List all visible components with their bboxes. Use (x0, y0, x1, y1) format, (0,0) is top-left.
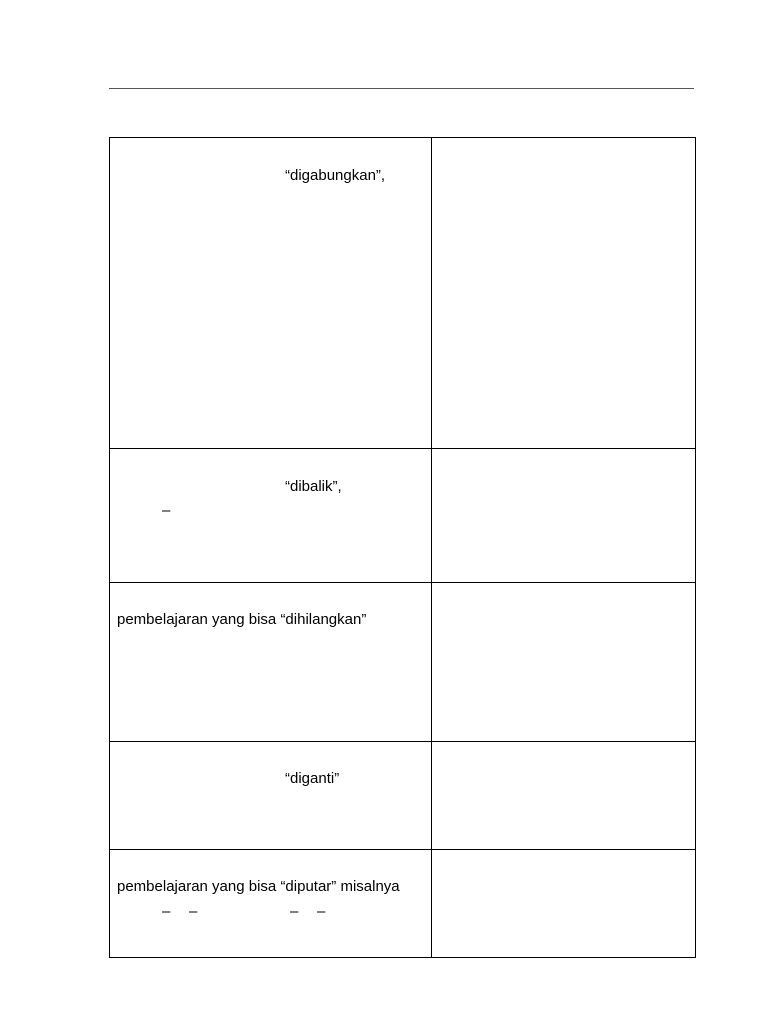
header-rule (109, 88, 694, 89)
table-row (110, 448, 695, 582)
dash-mark: – (162, 502, 171, 519)
table-row (110, 582, 695, 741)
table-row (110, 849, 695, 957)
cell-text: “dibalik”, (285, 478, 342, 495)
table-row (110, 741, 695, 849)
content-table (109, 137, 696, 958)
cell-text: pembelajaran yang bisa “dihilangkan” (117, 611, 367, 628)
table-row (110, 138, 695, 448)
dash-mark: – (290, 903, 299, 920)
cell-text: “diganti” (285, 770, 340, 787)
dash-mark: – (189, 903, 198, 920)
cell-text: pembelajaran yang bisa “diputar” misalnya (117, 878, 400, 895)
dash-mark: – (162, 903, 171, 920)
dash-mark: – (317, 903, 326, 920)
cell-text: “digabungkan”, (285, 167, 386, 184)
